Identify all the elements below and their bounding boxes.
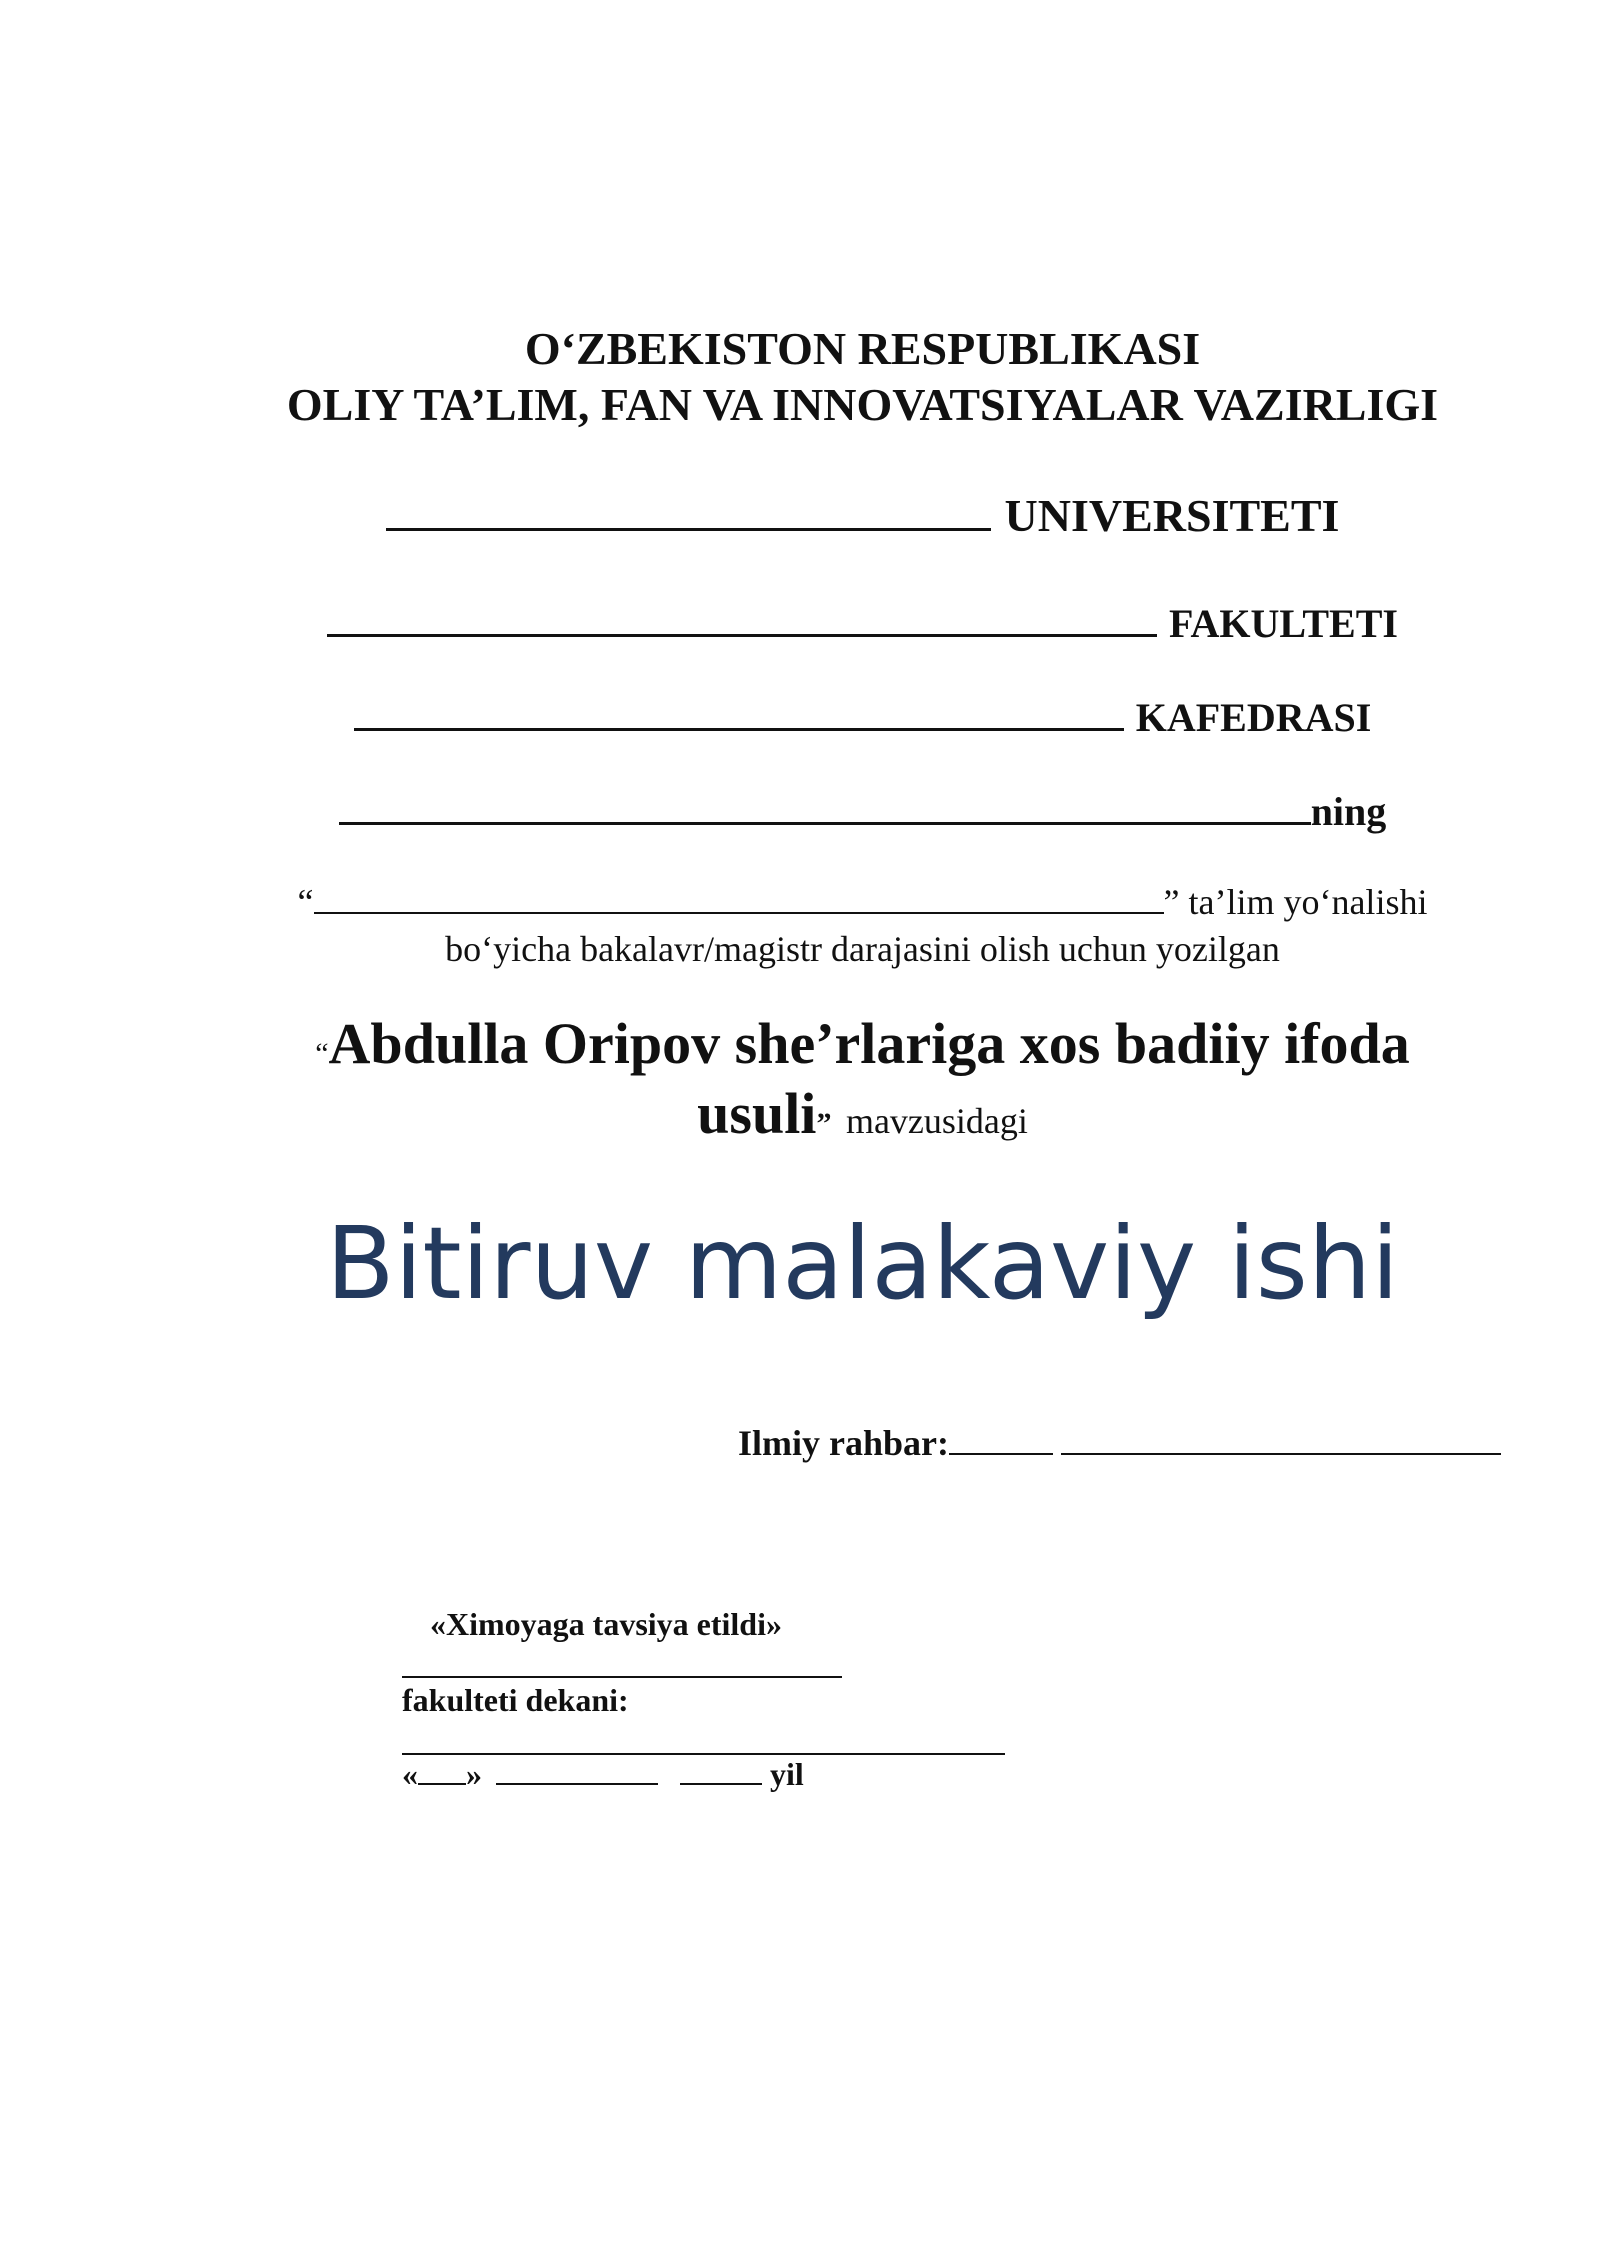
student-blank (339, 788, 1311, 825)
department-blank (354, 694, 1124, 731)
student-line (0, 788, 1600, 835)
supervisor-line (738, 1422, 1501, 1464)
topic-line-2 (0, 1080, 1600, 1147)
day-blank (418, 1757, 466, 1785)
topic-close-quote: ” (816, 1107, 832, 1140)
program-line (0, 880, 1600, 923)
university-label: UNIVERSITETI (1004, 490, 1340, 541)
document-type-title: Bitiruv malakaviy ishi (326, 1205, 1399, 1322)
program-blank (314, 880, 1164, 914)
year-label: yil (770, 1756, 804, 1792)
university-line (0, 488, 1600, 542)
faculty-label: FAKULTETI (1169, 601, 1398, 646)
student-suffix: ning (1310, 789, 1387, 834)
topic-open-quote: “ (315, 1037, 329, 1070)
date-close-quote: » (466, 1756, 482, 1792)
faculty-line (0, 600, 1600, 647)
date-line (402, 1756, 804, 1793)
topic-title-part1: Abdulla Oripov she’rlariga xos badiiy ifoda (328, 1011, 1410, 1076)
program-purpose: bo‘yicha bakalavr/magistr darajasini olish uchun yozilgan (445, 929, 1280, 969)
program-open-quote: “ (297, 882, 314, 922)
faculty-name-blank (402, 1676, 842, 1678)
dean-name-blank (402, 1753, 1005, 1755)
university-blank (386, 488, 991, 531)
department-label: KAFEDRASI (1135, 695, 1372, 740)
month-blank (496, 1757, 658, 1785)
date-open-quote: « (402, 1756, 418, 1792)
supervisor-blank-short (949, 1425, 1053, 1455)
supervisor-label: Ilmiy rahbar: (738, 1423, 949, 1463)
topic-line-1 (0, 1010, 1600, 1077)
country-heading: O‘ZBEKISTON RESPUBLIKASI (524, 323, 1201, 374)
topic-title-part2: usuli (697, 1081, 817, 1146)
topic-suffix: mavzusidagi (845, 1101, 1028, 1141)
program-label: ” ta’lim yo‘nalishi (1163, 882, 1428, 922)
year-blank (680, 1757, 762, 1785)
department-line (0, 694, 1600, 741)
recommendation-text: «Ximoyaga tavsiya etildi» (430, 1606, 782, 1642)
dean-label: fakulteti dekani: (402, 1682, 629, 1718)
faculty-blank (327, 600, 1157, 637)
supervisor-blank-long (1061, 1425, 1501, 1455)
ministry-heading: OLIY TA’LIM, FAN VA INNOVATSIYALAR VAZIRLIGI (286, 379, 1439, 430)
